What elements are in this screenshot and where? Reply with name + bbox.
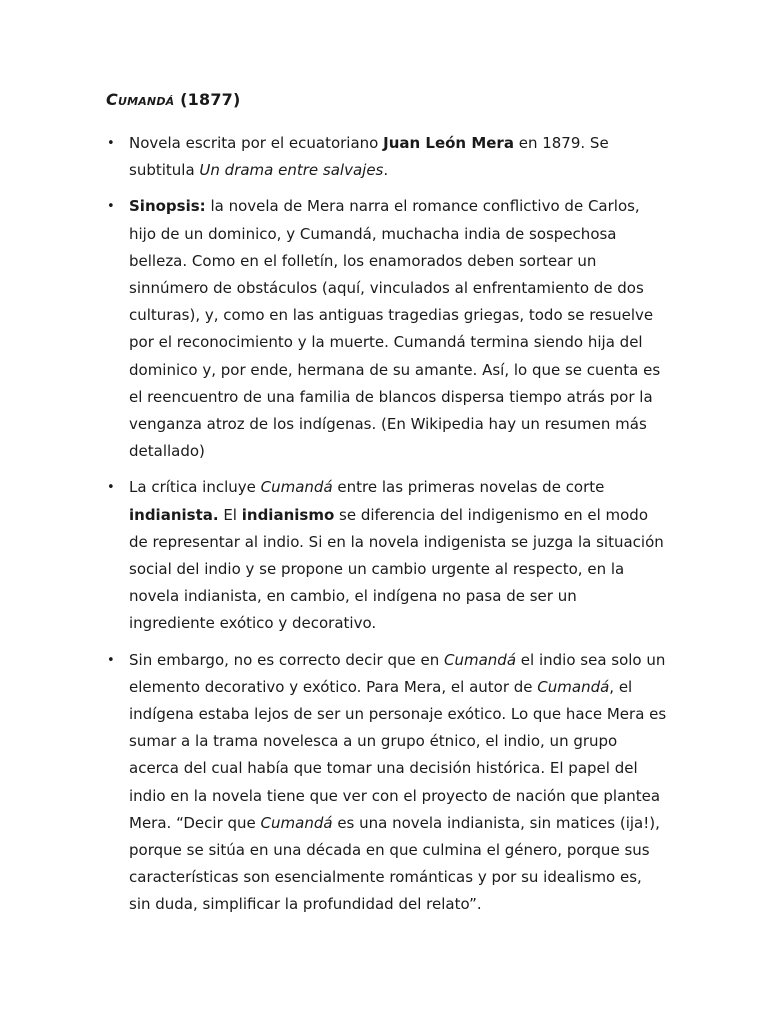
item-text: se diferencia del indigenismo en el modo de representar al indio. Si en la novela indigenista se juzga la situación social del indio y se propone un cambio urgente al respecto, en la novela indianista, en cambio, el indígena no pasa de ser un ingrediente exótico y decorativo. [129,505,664,633]
item-text: la novela de Mera narra el romance conflictivo de Carlos, hijo de un dominico, y Cumandá, muchacha india de sospechosa belleza. Como en el folletín, los enamorados deben sortear un sinnúmero de obstáculos (aquí, vinculados al enfrentamiento de dos culturas), y, como en las antiguas tragedias griegas, todo se resuelve por el reconocimiento y la muerte. Cumandá termina siendo hija del dominico y, por ende, hermana de su amante. Así, lo que se cuenta es el reencuentro de una familia de blancos dispersa tiempo atrás por la venganza atroz de los indígenas. (En Wikipedia hay un resumen más detallado) [129,197,661,461]
list-item [107,474,667,637]
item-italic-text: Cumandá [444,650,517,669]
item-italic-text: Cumandá [260,478,333,497]
item-italic-text: Un drama entre salvajes [199,161,384,180]
item-bold-text: indianismo [241,505,335,524]
item-italic-text: Cumandá [537,677,610,696]
item-text: , el indígena estaba lejos de ser un personaje exótico. Lo que hace Mera es sumar a la trama novelesca a un grupo étnico, el indio, un grupo acerca del cual había que tomar una decisión histórica. El papel del indio en la novela tiene que ver con el proyecto de nación que plantea Mera. “Decir que [129,677,667,832]
page-title [106,90,241,109]
item-text: La crítica incluye [129,478,261,497]
item-bold-text: indianista. [129,505,219,524]
item-text: el indio sea solo un elemento decorativo y exótico. Para Mera, el autor de [129,650,666,696]
item-bold-text: Juan León Mera [383,134,514,152]
list-item [107,193,667,465]
list-item [107,130,667,184]
item-text: . [383,161,389,180]
item-text: Novela escrita por el ecuatoriano [129,134,384,152]
bullet-icon: • [107,199,115,215]
item-bold-text: Sinopsis: [129,197,206,216]
item-text: en 1879. Se subtitula [129,134,609,180]
bullet-list [107,130,667,928]
list-item [107,647,667,919]
bullet-icon: • [107,136,115,151]
title-year: (1877) [180,90,241,109]
title-name: Cumandá [106,90,175,109]
item-text: Sin embargo, no es correcto decir que en [129,650,445,669]
bullet-icon: • [107,480,115,496]
item-text: El [218,505,242,524]
item-text: es una novela indianista, sin matices (ija!), porque se sitúa en una década en que culmina el género, porque sus características son esencialmente románticas y por su idealismo es, sin duda, simplificar la profundidad del relato”. [129,813,660,914]
item-italic-text: Cumandá [260,813,333,832]
bullet-icon: • [107,652,115,668]
item-text: entre las primeras novelas de corte [332,478,605,497]
